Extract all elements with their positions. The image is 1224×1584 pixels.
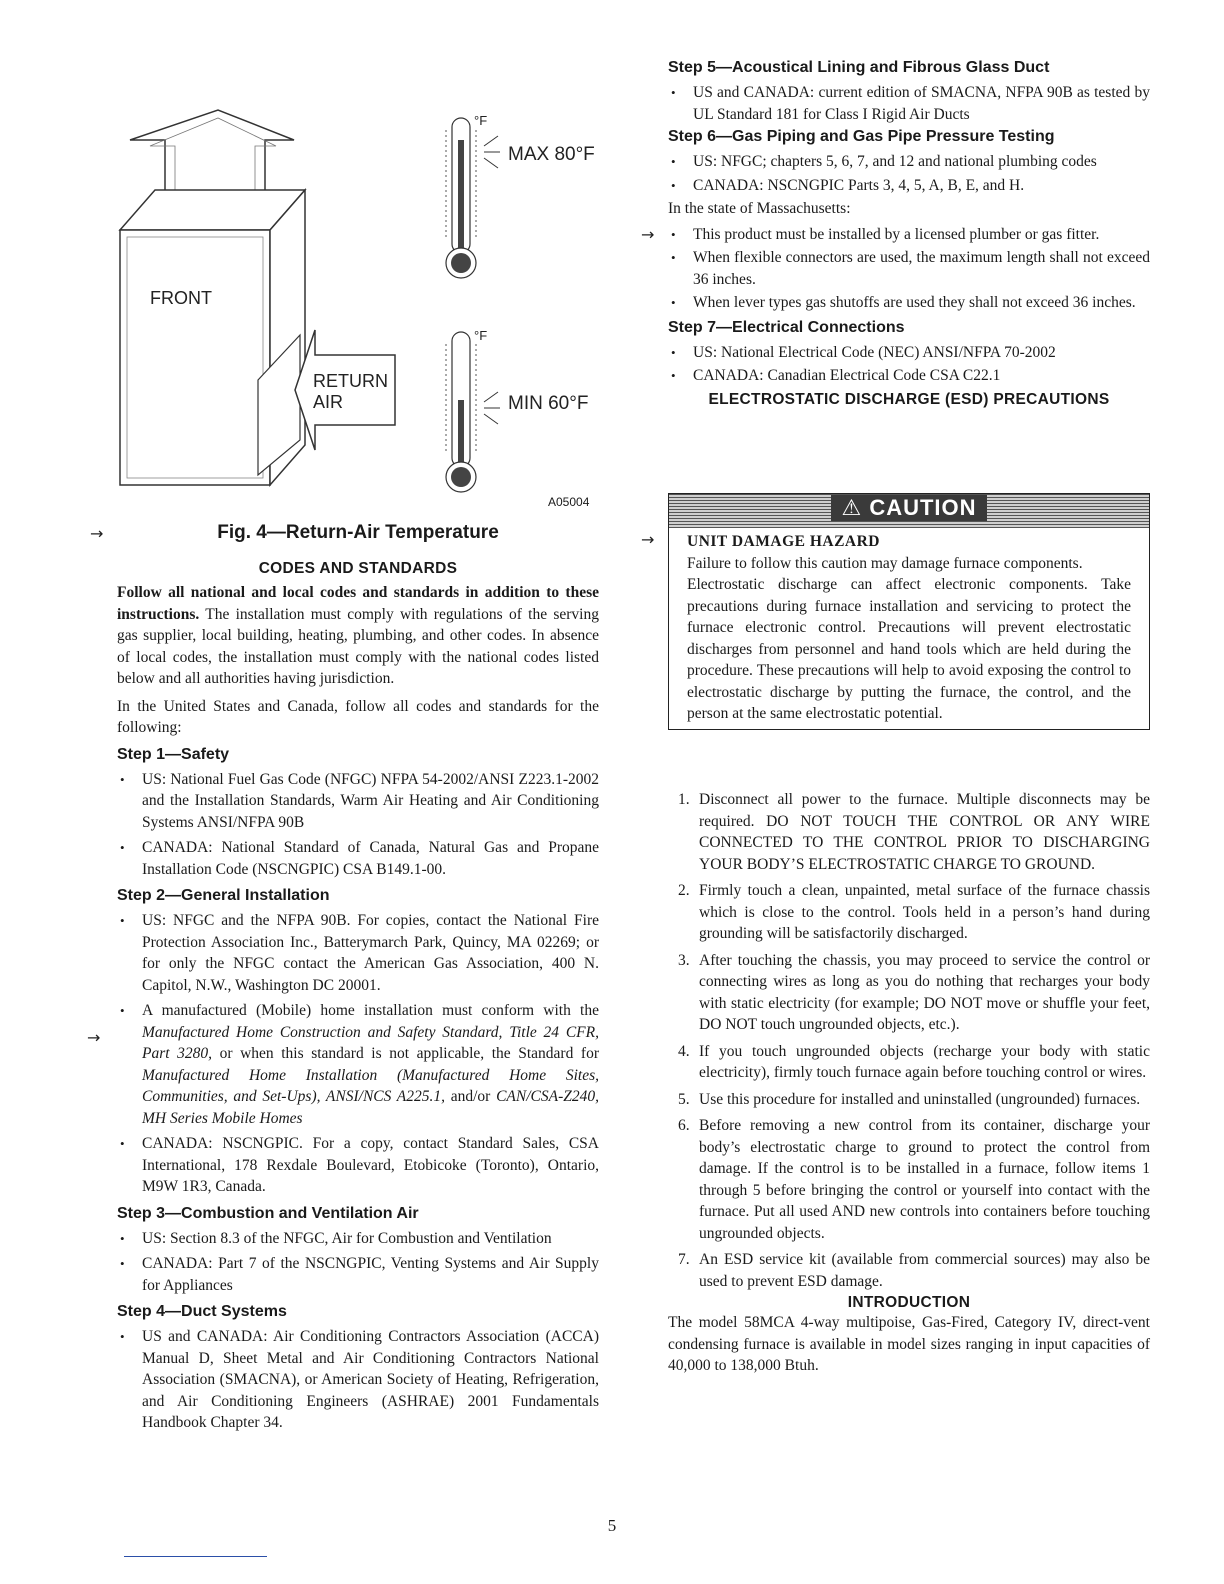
change-arrow-icon: → <box>90 524 104 543</box>
step6-title: Step 6—Gas Piping and Gas Pipe Pressure Testing <box>668 128 1055 145</box>
step2-b2-a: A manufactured (Mobile) home installation must conform with the <box>142 1002 599 1019</box>
change-arrow-icon-4: → <box>641 530 655 549</box>
esd-step-text: After touching the chassis, you may proceed to service the control or connecting wires as long as you do nothing that recharges your body with static electricity (for example; DO NOT move or shuffle your feet, DO NOT touch ungrounded objects, etc.). <box>699 951 1150 1033</box>
esd-step-text: Disconnect all power to the furnace. Multiple disconnects may be required. DO NOT TOUCH THE CONTROL OR ANY WIRE CONNECTED TO THE CONTROL PRIOR TO DISCHARGING YOUR BODY’S ELECTROSTATIC CHARGE TO GROUND. <box>699 791 1150 873</box>
footer-rule <box>124 1556 267 1557</box>
esd-step-text: Use this procedure for installed and uninstalled (ungrounded) furnaces. <box>699 1090 1141 1108</box>
step4-bullet-1: • US and CANADA: Air Conditioning Contractors Association (ACCA) Manual D, Sheet Metal and Air Conditioning Contractors National Association (SMACNA), or American Society of Heating, Refrigeration, and Air Conditioning Engineers (ASHRAE) 2001 Fundamentals Handbook Chapter 34. <box>117 1326 599 1434</box>
return-label-1: RETURN <box>313 371 388 391</box>
step6-bullet-1: • US: NFGC; chapters 5, 6, 7, and 12 and national plumbing codes <box>668 151 1150 173</box>
caution-box <box>668 493 1150 730</box>
step3-bullet-2: • CANADA: Part 7 of the NSCNGPIC, Venting Systems and Air Supply for Appliances <box>117 1253 599 1296</box>
change-arrow-icon-2: → <box>87 1028 101 1047</box>
esd-step-num: 3. <box>678 951 690 969</box>
thermometer-min-icon <box>446 332 500 492</box>
change-arrow-icon-3: → <box>641 225 655 244</box>
step6-mass-bullet-2: • When flexible connectors are used, the maximum length shall not exceed 36 inches. <box>668 247 1150 290</box>
caution-p1: Failure to follow this caution may damage furnace components. <box>687 554 1083 572</box>
caution-body <box>669 528 1149 729</box>
esd-step-text: If you touch ungrounded objects (recharge your body with static electricity), firmly touch furnace again before touching control or wires. <box>699 1042 1150 1081</box>
caution-p2: Electrostatic discharge can affect electronic components. Take precautions during furnace installation and servicing to protect the furnace electronic control. Precautions will prevent electrostatic discharges from personnel and hand tools which are held during the procedure. These precautions will help to avoid exposing the control to electrostatic discharge by putting the furnace, the control, and the person at the same electrostatic potential. <box>687 576 1131 722</box>
intro-text: The model 58MCA 4-way multipoise, Gas-Fired, Category IV, direct-vent condensing furnace is available in model sizes ranging in input capacities of 40,000 to 138,000 Btuh. <box>668 1314 1150 1374</box>
min-label: MIN 60°F <box>508 393 589 414</box>
degree-unit-2: °F <box>474 328 488 343</box>
intro-title: INTRODUCTION <box>847 1294 971 1311</box>
step4-title: Step 4—Duct Systems <box>117 1303 287 1320</box>
step2-bullet-2 <box>117 1000 599 1129</box>
warning-triangle-icon: ⚠ <box>841 495 870 520</box>
step5-title: Step 5—Acoustical Lining and Fibrous Glass Duct <box>668 59 1050 76</box>
step7-title: Step 7—Electrical Connections <box>668 318 905 336</box>
step1-bullet-2: • CANADA: National Standard of Canada, Natural Gas and Propane Installation Code (NSCNGPIC) CSA B149.1-00. <box>117 837 599 880</box>
esd-step-text: Before removing a new control from its container, discharge your body’s electrostatic charge to ground to protect the control from damage. If the control is to be installed in a furnace, follow items 1 through 5 before bringing the control or yourself into contact with the furnace. Put all used AND new controls into containers before touching ungrounded objects. <box>699 1117 1150 1242</box>
front-label: FRONT <box>150 288 212 308</box>
esd-step-num: 5. <box>678 1090 690 1108</box>
step2-title: Step 2—General Installation <box>117 887 330 904</box>
figure-caption: Fig. 4—Return-Air Temperature <box>217 522 499 543</box>
step7-bullet-1: • US: National Electrical Code (NEC) ANSI/NFPA 70-2002 <box>668 342 1150 364</box>
esd-step <box>668 1041 1150 1084</box>
step5-bullet-1: • US and CANADA: current edition of SMACNA, NFPA 90B as tested by UL Standard 181 for Class I Rigid Air Ducts <box>668 82 1150 125</box>
esd-step <box>668 789 1150 875</box>
step2-b2-i1: Manufactured Home Construction and Safety Standard, Title 24 CFR, Part 3280, <box>142 1023 599 1062</box>
esd-step-text: An ESD service kit (available from commercial sources) may also be used to prevent ESD damage. <box>699 1251 1150 1290</box>
esd-step-num: 2. <box>678 882 690 899</box>
esd-step <box>668 880 1150 945</box>
step7-bullet-2: • CANADA: Canadian Electrical Code CSA C22.1 <box>668 365 1150 387</box>
esd-step <box>668 1249 1150 1292</box>
esd-step-text: Firmly touch a clean, unpainted, metal surface of the furnace chassis which is close to the control. Tools held in a person’s hand during grounding will be satisfactorily discharged. <box>699 882 1150 942</box>
esd-step <box>668 950 1150 1036</box>
step2-b2-i2: Manufactured Home Installation (Manufactured Home Sites, Communities, and Set-Ups), ANSI/NCS A225.1, <box>142 1066 599 1105</box>
step2-b2-i3: CAN/CSA-Z240, MH Series Mobile Homes <box>142 1088 599 1127</box>
step2-b2-b: or when this standard is not applicable, the Standard for <box>212 1045 599 1062</box>
page-number: 5 <box>607 1516 617 1535</box>
esd-step-num: 6. <box>678 1117 690 1134</box>
caution-header <box>669 494 1149 528</box>
step6-bullet-2: • CANADA: NSCNGPIC Parts 3, 4, 5, A, B, E, and H. <box>668 175 1150 197</box>
step1-bullet-1: • US: National Fuel Gas Code (NFGC) NFPA 54-2002/ANSI Z223.1-2002 and the Installation Standards, Warm Air Heating and Air Conditioning Systems ANSI/NFPA 90B <box>117 769 599 834</box>
step3-title: Step 3—Combustion and Ventilation Air <box>117 1204 419 1222</box>
codes-intro-rest: The installation must comply with regulations of the serving gas supplier, local building, heating, plumbing, and other codes. In absence of local codes, the installation must comply with the national codes listed below and all authorities having jurisdiction. <box>117 605 599 687</box>
left-column <box>117 560 599 1434</box>
caution-label: CAUTION <box>869 495 977 520</box>
caution-hazard: UNIT DAMAGE HAZARD <box>687 533 881 550</box>
furnace-front <box>120 230 270 485</box>
esd-step-num: 7. <box>678 1251 690 1268</box>
codes-us-canada: In the United States and Canada, follow all codes and standards for the following: <box>117 697 599 736</box>
esd-title: ELECTROSTATIC DISCHARGE (ESD) PRECAUTIONS <box>708 390 1110 408</box>
step2-bullet-3: • CANADA: NSCNGPIC. For a copy, contact Standard Sales, CSA International, 178 Rexdale Boulevard, Etobicoke (Toronto), Ontario, M9W 1R3, Canada. <box>117 1133 599 1198</box>
codes-intro <box>117 582 599 690</box>
esd-step <box>668 1115 1150 1244</box>
step2-b2-c: and/or <box>445 1088 497 1105</box>
esd-step-num: 4. <box>678 1042 690 1060</box>
esd-step <box>668 1089 1150 1111</box>
return-air-figure <box>100 100 620 520</box>
esd-step-num: 1. <box>678 791 690 808</box>
step6-massachusetts: In the state of Massachusetts: <box>668 200 851 217</box>
codes-intro-bold: Follow all national and local codes and standards in addition to these instructions. <box>117 584 599 623</box>
esd-steps <box>668 789 1150 1377</box>
codes-title: CODES AND STANDARDS <box>258 560 458 577</box>
figure-code: A05004 <box>548 495 590 509</box>
step6-mass-bullet-1: • This product must be installed by a licensed plumber or gas fitter. <box>668 224 1150 246</box>
right-column <box>668 58 1150 409</box>
thermometer-max-icon <box>446 118 500 278</box>
step1-title: Step 1—Safety <box>117 745 230 763</box>
return-label-2: AIR <box>313 392 344 412</box>
step2-bullet-1: • US: NFGC and the NFPA 90B. For copies, contact the National Fire Protection Association Inc., Batterymarch Park, Quincy, MA 02269; or for only the NFGC contact the American Gas Association, 400 N. Capitol, N.W., Washington DC 20001. <box>117 910 599 996</box>
step6-mass-bullet-3: • When lever types gas shutoffs are used they shall not exceed 36 inches. <box>668 292 1150 314</box>
degree-unit-1: °F <box>474 113 488 128</box>
step3-bullet-1: • US: Section 8.3 of the NFGC, Air for Combustion and Ventilation <box>117 1228 599 1250</box>
max-label: MAX 80°F <box>508 144 595 165</box>
